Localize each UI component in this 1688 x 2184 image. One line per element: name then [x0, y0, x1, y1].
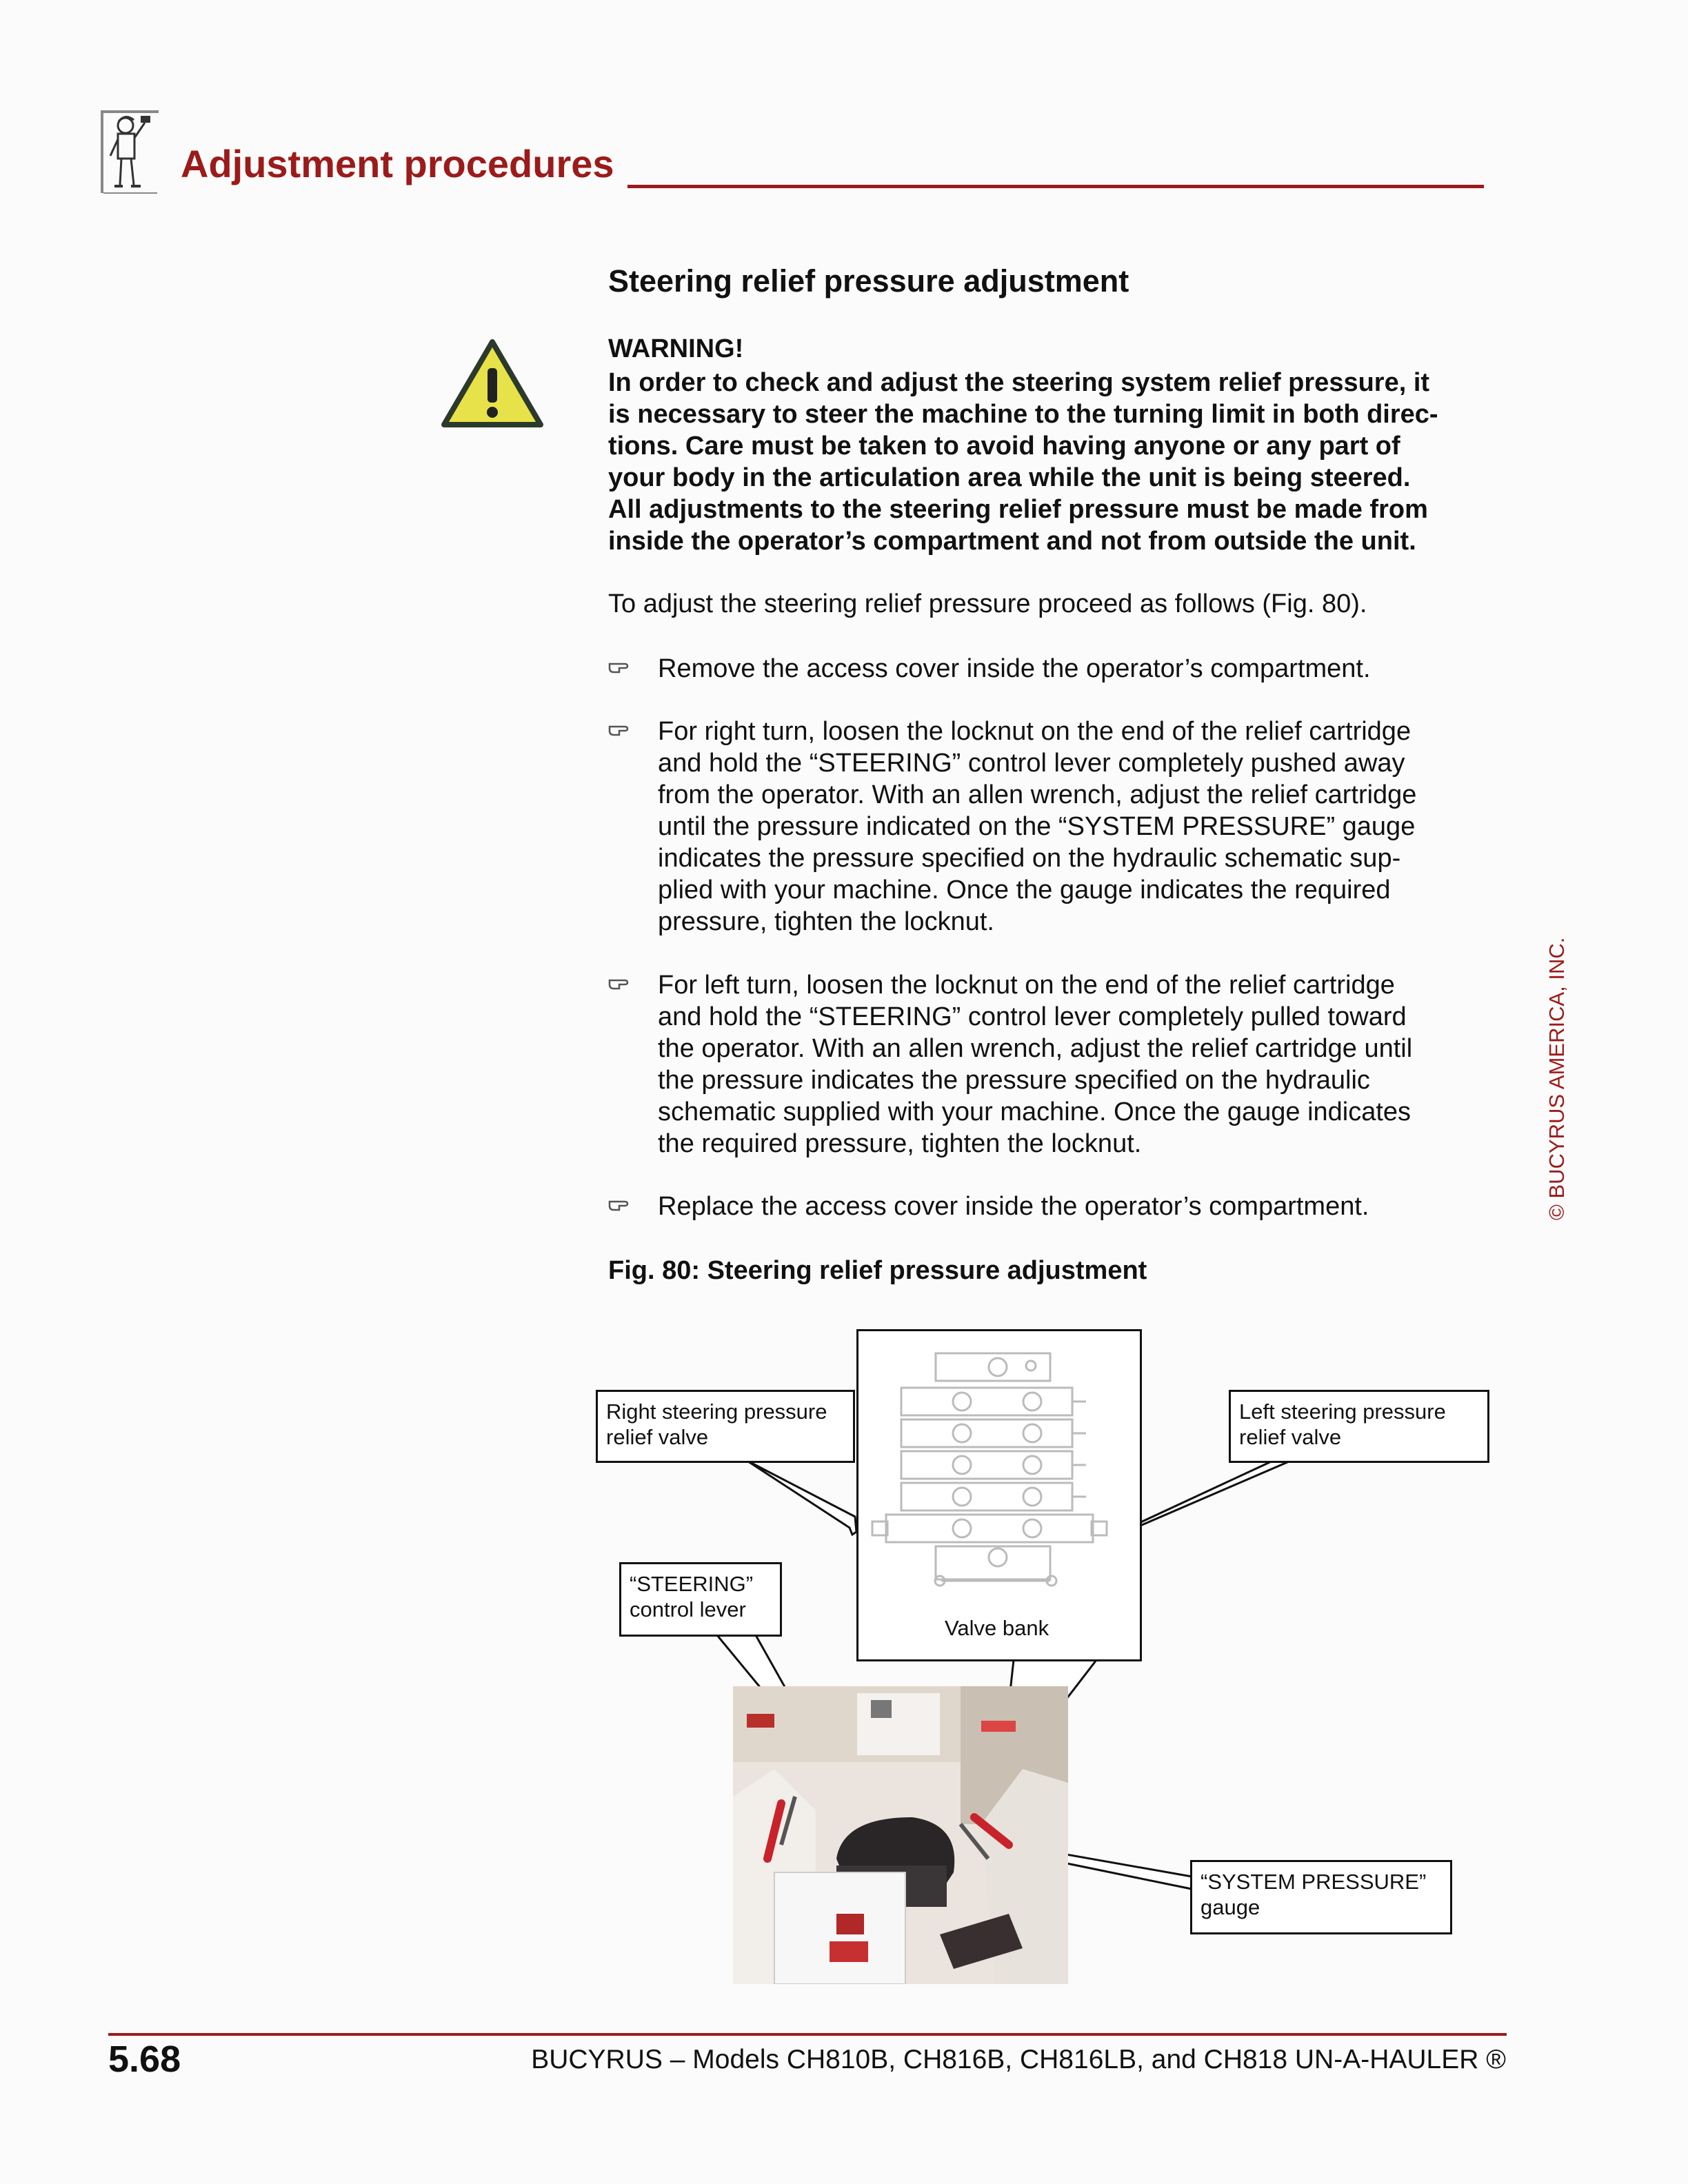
warning-body	[608, 367, 1505, 557]
step-line: from the operator. With an allen wrench, adjust the relief cartridge	[658, 780, 1417, 809]
footer-text: BUCYRUS – Models CH810B, CH816B, CH816LB, and CH818 UN-A-HAULER ®	[531, 2045, 1506, 2074]
header-rule	[627, 185, 1484, 188]
header-icon	[99, 108, 160, 197]
warning-triangle-icon	[440, 338, 545, 430]
step-line: the operator. With an allen wrench, adjust the relief cartridge until	[658, 1034, 1413, 1063]
warning-line: All adjustments to the steering relief pressure must be made from	[608, 495, 1428, 524]
step-line: until the pressure indicated on the “SYSTEM PRESSURE” gauge	[658, 812, 1416, 841]
step-line: and hold the “STEERING” control lever completely pulled toward	[658, 1002, 1407, 1031]
warning-line: your body in the articulation area while the unit is being steered.	[608, 463, 1411, 492]
footer-rule	[108, 2033, 1507, 2036]
operator-compartment-photo	[733, 1686, 1068, 1984]
step-line: and hold the “STEERING” control lever completely pushed away	[658, 749, 1405, 778]
copyright-notice: © BUCYRUS AMERICA, INC.	[1545, 937, 1569, 1220]
step-line: plied with your machine. Once the gauge indicates the required	[658, 876, 1391, 904]
intro-paragraph: To adjust the steering relief pressure proceed as follows (Fig. 80).	[608, 589, 1367, 618]
warning-line: is necessary to steer the machine to the turning limit in both direc-	[608, 400, 1438, 429]
step-line: Remove the access cover inside the operator’s compartment.	[658, 654, 1371, 683]
pointing-hand-icon	[608, 1191, 636, 1218]
step-line: indicates the pressure specified on the hydraulic schematic sup-	[658, 844, 1401, 873]
mechanic-worker-icon	[99, 108, 160, 197]
step-line: For right turn, loosen the locknut on the end of the relief cartridge	[658, 717, 1411, 746]
pointing-hand-icon	[608, 716, 636, 743]
section-title: Steering relief pressure adjustment	[608, 263, 1129, 299]
page-number: 5.68	[108, 2039, 181, 2080]
page-header-title: Adjustment procedures	[181, 142, 614, 185]
warning-heading: WARNING!	[608, 334, 744, 363]
step-line: Replace the access cover inside the operator’s compartment.	[658, 1192, 1369, 1221]
pointing-hand-icon	[608, 969, 636, 997]
step-line: the required pressure, tighten the locknut.	[658, 1129, 1142, 1158]
warning-sign	[440, 338, 545, 430]
pointing-hand-icon	[608, 653, 636, 680]
valve-bank-frame	[856, 1329, 1142, 1661]
valve-bank-drawing	[858, 1338, 1140, 1614]
step-line: the pressure indicates the pressure specified on the hydraulic	[658, 1066, 1370, 1095]
warning-line: tions. Care must be taken to avoid having anyone or any part of	[608, 432, 1400, 461]
valve-bank-label: Valve bank	[945, 1616, 1049, 1640]
callout-steering-control-lever: “STEERING” control lever	[619, 1562, 782, 1637]
callout-left-steering-valve: Left steering pressure relief valve	[1229, 1390, 1489, 1463]
warning-line: inside the operator’s compartment and not from outside the unit.	[608, 527, 1416, 556]
callout-system-pressure-gauge: “SYSTEM PRESSURE” gauge	[1190, 1860, 1452, 1934]
warning-line: In order to check and adjust the steering system relief pressure, it	[608, 368, 1430, 397]
step-line: schematic supplied with your machine. Once the gauge indicates	[658, 1098, 1411, 1126]
step-line: For left turn, loosen the locknut on the end of the relief cartridge	[658, 971, 1395, 1000]
callout-right-steering-valve: Right steering pressure relief valve	[596, 1390, 855, 1463]
figure-caption: Fig. 80: Steering relief pressure adjustment	[608, 1256, 1147, 1285]
step-line: pressure, tighten the locknut.	[658, 907, 994, 936]
